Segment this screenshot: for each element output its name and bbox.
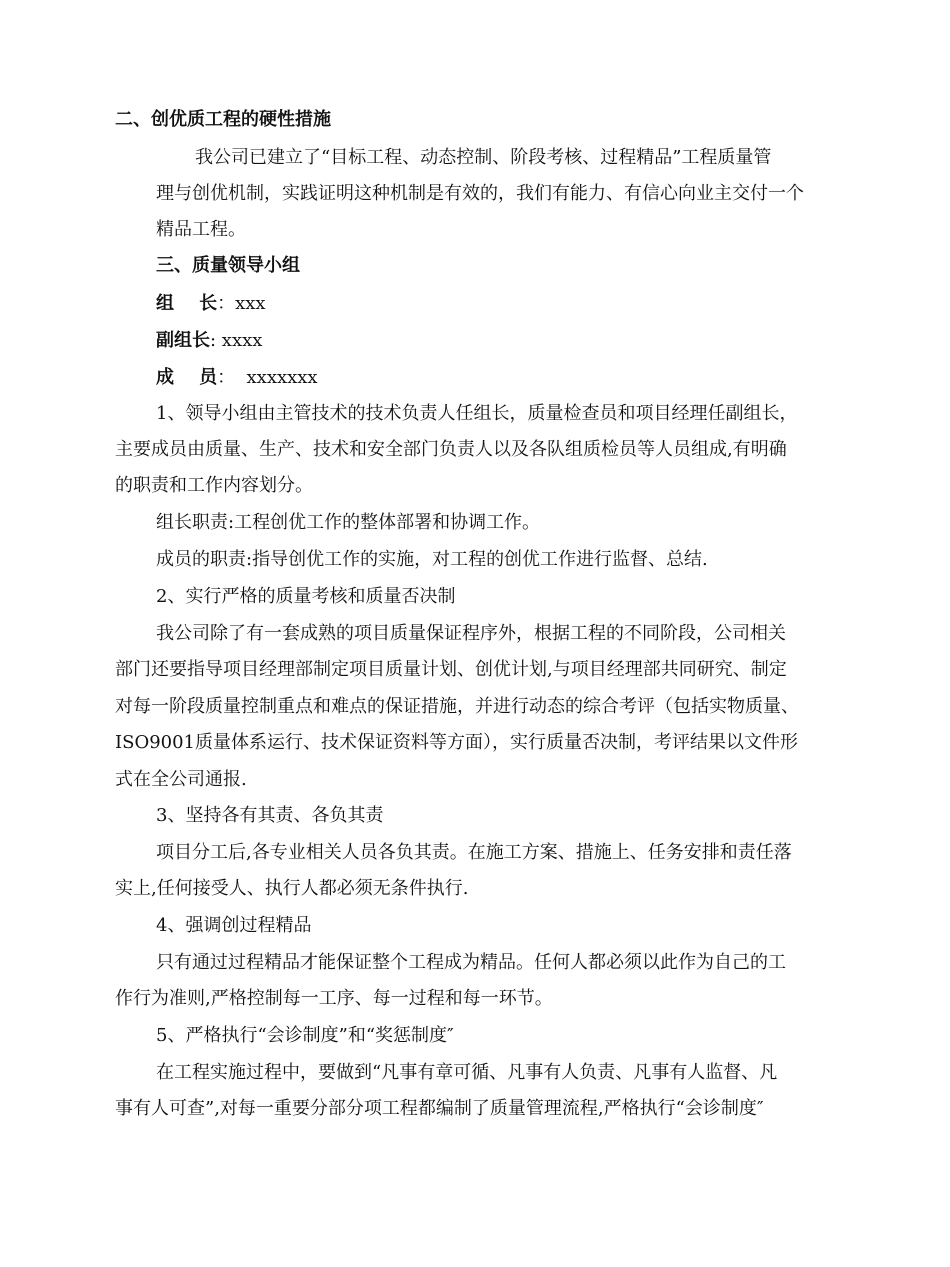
paragraph-line: 1、领导小组由主管技术的技术负责人任组长，质量检查员和项目经理任副组长，: [156, 403, 798, 424]
paragraph-line: 在工程实施过程中，要做到“凡事有章可循、凡事有人负责、凡事有人监督、凡: [156, 1062, 778, 1083]
item-2-heading: 2、实行严格的质量考核和质量否决制: [156, 586, 456, 607]
paragraph-line: 项目分工后,各专业相关人员各负其责。在施工方案、措施上、任务安排和责任落: [156, 842, 792, 863]
paragraph-line: 事有人可查”,对每一重要分部分项工程都编制了质量管理流程,严格执行“会诊制度″: [115, 1098, 764, 1119]
paragraph-line: 只有通过过程精品才能保证整个工程成为精品。任何人都必须以此作为自己的工: [156, 952, 786, 973]
item-5-heading: 5、严格执行“会诊制度”和“奖惩制度″: [156, 1025, 454, 1046]
member-value: ： xxxxxxx: [217, 367, 318, 388]
deputy-row: [156, 329, 262, 353]
paragraph-line: ISO9001质量体系运行、技术保证资料等方面），实行质量否决制，考评结果以文件形: [115, 732, 799, 753]
section-3-heading: 三、质量领导小组: [156, 255, 300, 276]
paragraph-line: 作行为准则,严格控制每一工序、每一过程和每一环节。: [115, 988, 553, 1009]
paragraph-line: 的职责和工作内容划分。: [115, 475, 313, 496]
leader-label: 组 长: [156, 293, 218, 314]
leader-value: ：xxx: [217, 293, 266, 314]
deputy-value: : xxxx: [210, 330, 263, 351]
item-4-heading: 4、强调创过程精品: [156, 915, 312, 936]
paragraph-line: 实上,任何接受人、执行人都必须无条件执行.: [115, 878, 469, 899]
leader-duty: 组长职责:工程创优工作的整体部署和协调工作。: [156, 512, 541, 533]
leader-row: [156, 292, 266, 316]
paragraph-line: 对每一阶段质量控制重点和难点的保证措施，并进行动态的综合考评（包括实物质量、: [115, 696, 799, 717]
deputy-label: 副组长: [156, 330, 210, 351]
paragraph-line: 我公司除了有一套成熟的项目质量保证程序外，根据工程的不同阶段，公司相关: [156, 623, 786, 644]
paragraph-line: 主要成员由质量、生产、技术和安全部门负责人以及各队组质检员等人员组成,有明确: [115, 439, 787, 460]
paragraph-line: 部门还要指导项目经理部制定项目质量计划、创优计划,与项目经理部共同研究、制定: [115, 659, 787, 680]
member-duty: 成员的职责:指导创优工作的实施，对工程的创优工作进行监督、总结.: [156, 549, 708, 570]
paragraph-line: 式在全公司通报.: [115, 769, 247, 790]
paragraph-line: 精品工程。: [156, 219, 246, 240]
item-3-heading: 3、坚持各有其责、各负其责: [156, 805, 384, 826]
member-label: 成 员: [156, 367, 218, 388]
paragraph-line: 我公司已建立了“目标工程、动态控制、阶段考核、过程精品”工程质量管: [195, 147, 772, 168]
member-row: [156, 366, 318, 390]
section-2-heading: 二、创优质工程的硬性措施: [115, 109, 331, 130]
paragraph-line: 理与创优机制，实践证明这种机制是有效的，我们有能力、有信心向业主交付一个: [156, 183, 804, 204]
